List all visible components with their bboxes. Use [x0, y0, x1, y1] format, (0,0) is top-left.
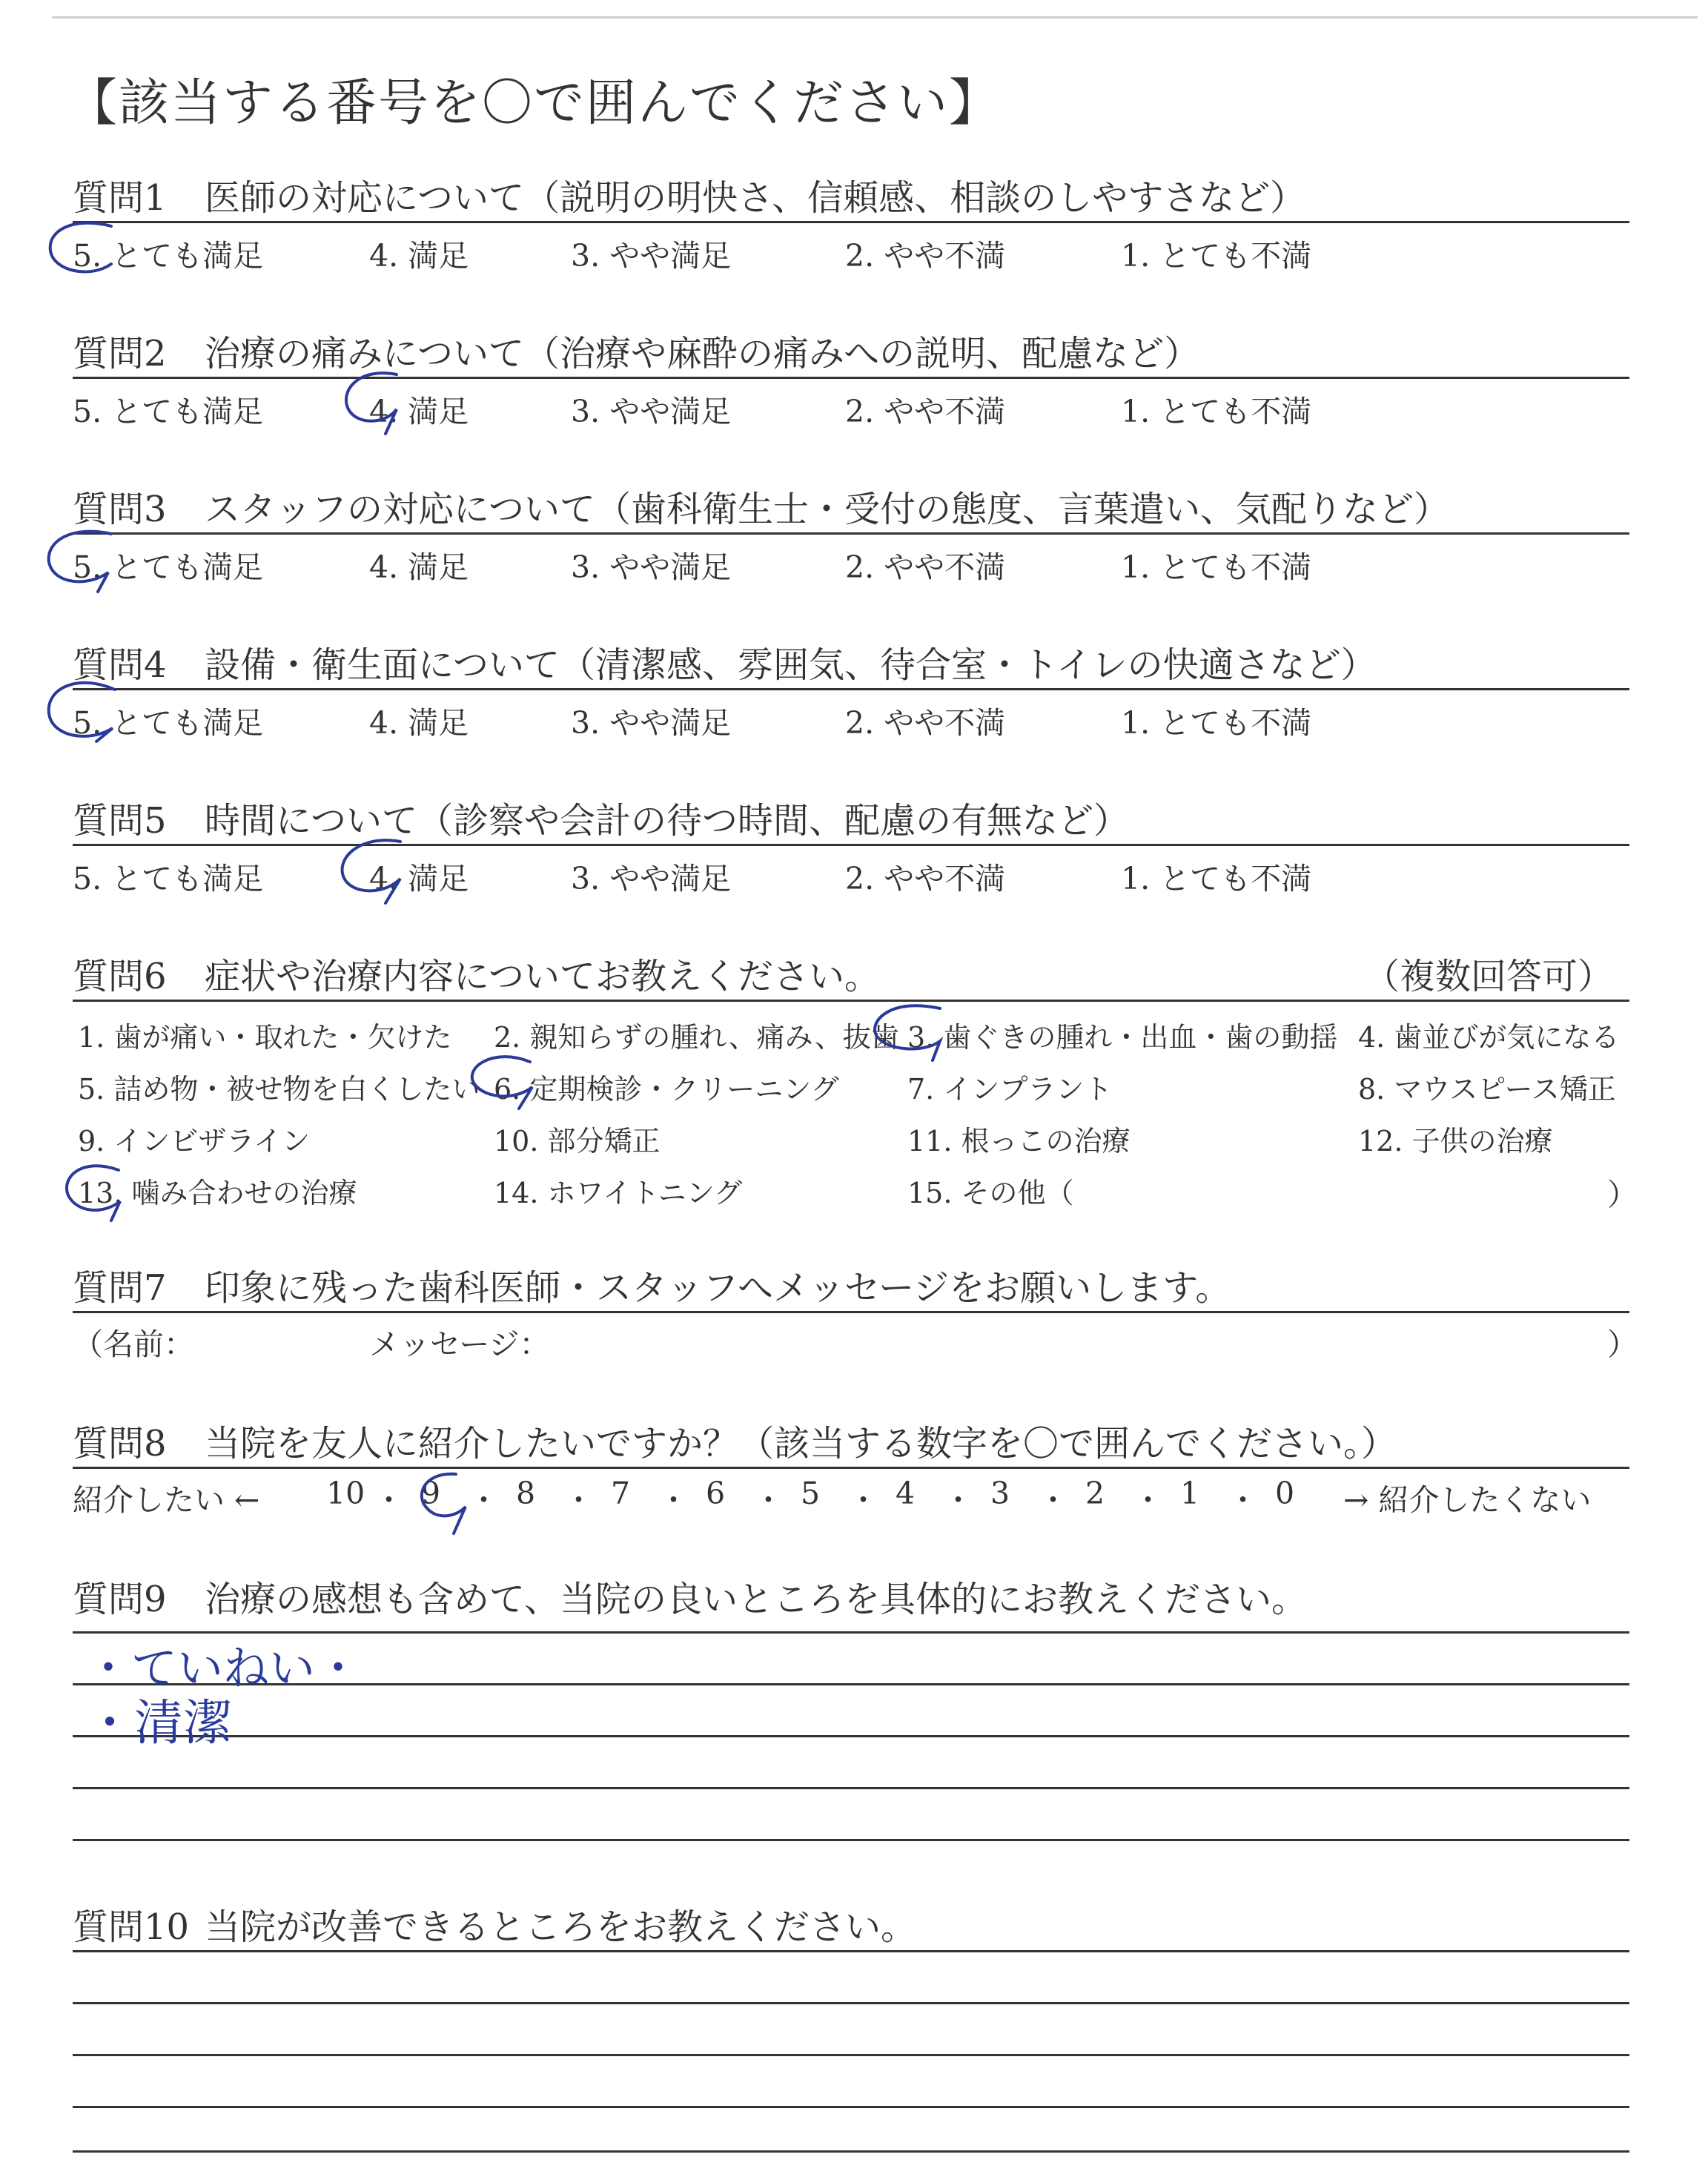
q5-option-5[interactable]: 5. とても満足	[73, 861, 264, 896]
question-6-rule	[73, 1000, 1629, 1002]
question-5	[73, 792, 1129, 843]
question-number: 質問3	[73, 489, 167, 530]
question-number: 質問1	[73, 177, 167, 219]
question-number: 質問8	[73, 1423, 167, 1464]
q6-option-10[interactable]: 10. 部分矯正	[494, 1125, 661, 1157]
q1-option-2[interactable]: 2. やや不満	[845, 238, 1006, 274]
q6-option-12[interactable]: 12. 子供の治療	[1358, 1125, 1553, 1157]
scale-left-label: 紹介したい ←	[73, 1482, 260, 1518]
question-5-rule	[73, 844, 1629, 846]
q4-option-1[interactable]: 1. とても不満	[1121, 705, 1312, 741]
q5-option-3[interactable]: 3. やや満足	[571, 861, 732, 896]
question-number: 質問9	[73, 1579, 167, 1620]
q6-option-5[interactable]: 5. 詰め物・被せ物を白くしたい	[78, 1073, 480, 1106]
question-10	[73, 1898, 916, 1949]
q4-option-5[interactable]: 5. とても満足	[73, 705, 264, 741]
question-text: 当院を友人に紹介したいですか？（該当する数字を〇で囲んでください。）	[205, 1423, 1397, 1464]
q1-option-5[interactable]: 5. とても満足	[73, 238, 264, 274]
question-9	[73, 1571, 1307, 1622]
question-text: 治療の感想も含めて、当院の良いところを具体的にお教えください。	[205, 1579, 1308, 1620]
question-text: スタッフの対応について（歯科衛生士・受付の態度、言葉遣い、気配りなど）	[205, 489, 1450, 530]
q6-option-11[interactable]: 11. 根っこの治療	[907, 1125, 1131, 1157]
q2-option-1[interactable]: 1. とても不満	[1121, 394, 1312, 429]
q9-answer-line[interactable]	[73, 1839, 1629, 1841]
q1-option-3[interactable]: 3. やや満足	[571, 238, 732, 274]
scale-separator: ・	[658, 1482, 689, 1518]
multiple-answers-note: （複数回答可）	[1364, 956, 1614, 997]
question-text: 当院が改善できるところをお教えください。	[205, 1906, 917, 1948]
q3-option-4[interactable]: 4. 満足	[369, 549, 469, 585]
question-number: 質問7	[73, 1267, 167, 1309]
q6-option-3[interactable]: 3. 歯ぐきの腫れ・出血・歯の動揺	[907, 1021, 1338, 1054]
question-text: 設備・衛生面について（清潔感、雰囲気、待合室・トイレの快適さなど）	[205, 644, 1377, 686]
q6-option-7[interactable]: 7. インプラント	[907, 1073, 1113, 1106]
scale-value-3[interactable]: 3	[990, 1476, 1010, 1511]
question-number: 質問6	[73, 956, 167, 997]
question-2-rule	[73, 377, 1629, 379]
scale-separator: ・	[1228, 1482, 1258, 1518]
q3-option-3[interactable]: 3. やや満足	[571, 549, 732, 585]
q1-option-1[interactable]: 1. とても不満	[1121, 238, 1312, 274]
q9-handwritten-answer-2: ・清潔	[85, 1694, 232, 1751]
question-8	[73, 1415, 1397, 1466]
q2-option-4[interactable]: 4. 満足	[369, 394, 469, 429]
scale-separator: ・	[943, 1482, 973, 1518]
q6-other-close-paren: ）	[1607, 1177, 1638, 1212]
scan-top-edge	[52, 16, 1698, 19]
q10-answer-line[interactable]	[73, 2150, 1629, 2153]
q5-option-1[interactable]: 1. とても不満	[1121, 861, 1312, 896]
question-number: 質問2	[73, 333, 167, 374]
scale-separator: ・	[1038, 1482, 1068, 1518]
question-7	[73, 1259, 1231, 1310]
scale-value-6[interactable]: 6	[706, 1476, 726, 1511]
q10-answer-line[interactable]	[73, 2106, 1629, 2108]
question-3	[73, 480, 1449, 532]
q2-option-2[interactable]: 2. やや不満	[845, 394, 1006, 429]
scale-value-4[interactable]: 4	[896, 1476, 916, 1511]
q4-option-4[interactable]: 4. 満足	[369, 705, 469, 741]
q6-option-9[interactable]: 9. インビザライン	[78, 1125, 311, 1157]
q1-option-4[interactable]: 4. 満足	[369, 238, 469, 274]
q2-option-5[interactable]: 5. とても満足	[73, 394, 264, 429]
q6-option-6[interactable]: 6. 定期検診・クリーニング	[494, 1073, 839, 1106]
q9-answer-line[interactable]	[73, 1735, 1629, 1737]
q6-option-14[interactable]: 14. ホワイトニング	[494, 1177, 743, 1209]
q10-answer-line[interactable]	[73, 2054, 1629, 2056]
question-4-rule	[73, 688, 1629, 690]
scale-value-5[interactable]: 5	[801, 1476, 821, 1511]
q7-close-paren: ）	[1607, 1327, 1638, 1362]
question-4	[73, 636, 1377, 687]
q6-option-1[interactable]: 1. 歯が痛い・取れた・欠けた	[78, 1021, 452, 1054]
q5-option-4[interactable]: 4. 満足	[369, 861, 469, 896]
q6-option-15[interactable]: 15. その他（	[907, 1177, 1074, 1209]
q7-message-field[interactable]	[549, 1320, 1586, 1358]
question-3-rule	[73, 532, 1629, 535]
q10-answer-line[interactable]	[73, 1950, 1629, 1952]
question-text: 印象に残った歯科医師・スタッフへメッセージをお願いします。	[205, 1267, 1231, 1309]
q3-option-1[interactable]: 1. とても不満	[1121, 549, 1312, 585]
question-text: 症状や治療内容についてお教えください。	[205, 956, 881, 997]
q9-handwritten-answer-1: ・ていねい・	[85, 1641, 362, 1695]
question-text: 時間について（診察や会計の待つ時間、配慮の有無など）	[205, 800, 1130, 842]
q2-option-3[interactable]: 3. やや満足	[571, 394, 732, 429]
scale-separator: ・	[563, 1482, 594, 1518]
scale-value-9[interactable]: 9	[421, 1476, 441, 1511]
scale-separator: ・	[848, 1482, 878, 1518]
q4-option-2[interactable]: 2. やや不満	[845, 705, 1006, 741]
q7-name-label: （名前：	[73, 1327, 194, 1362]
page-title: 【該当する番号を〇で囲んでください】	[67, 74, 1002, 133]
scale-value-1[interactable]: 1	[1180, 1476, 1200, 1511]
question-1-rule	[73, 221, 1629, 223]
scale-separator: ・	[374, 1482, 404, 1518]
question-6	[73, 948, 880, 999]
question-text: 医師の対応について（説明の明快さ、信頼感、相談のしやすさなど）	[205, 177, 1306, 219]
scale-value-2[interactable]: 2	[1085, 1476, 1105, 1511]
question-number: 質問10	[73, 1906, 190, 1948]
q10-answer-line[interactable]	[73, 2002, 1629, 2004]
q5-option-2[interactable]: 2. やや不満	[845, 861, 1006, 896]
scale-value-10[interactable]: 10	[326, 1476, 365, 1511]
q7-name-field[interactable]	[178, 1320, 356, 1358]
question-2	[73, 325, 1199, 376]
q3-option-2[interactable]: 2. やや不満	[845, 549, 1006, 585]
scale-value-0[interactable]: 0	[1275, 1476, 1295, 1511]
q6-option-2[interactable]: 2. 親知らずの腫れ、痛み、抜歯	[494, 1021, 899, 1054]
q7-message-label: メッセージ：	[369, 1327, 550, 1362]
q4-option-3[interactable]: 3. やや満足	[571, 705, 732, 741]
question-number: 質問4	[73, 644, 167, 686]
scale-separator: ・	[753, 1482, 784, 1518]
scale-separator: ・	[1133, 1482, 1163, 1518]
question-7-rule	[73, 1311, 1629, 1313]
q6-option-4[interactable]: 4. 歯並びが気になる	[1358, 1021, 1620, 1054]
scale-value-8[interactable]: 8	[516, 1476, 536, 1511]
scale-right-label: → 紹介したくない	[1343, 1482, 1592, 1518]
scale-value-7[interactable]: 7	[611, 1476, 631, 1511]
question-1	[73, 169, 1305, 220]
question-text: 治療の痛みについて（治療や麻酔の痛みへの説明、配慮など）	[205, 333, 1200, 374]
q3-option-5[interactable]: 5. とても満足	[73, 549, 264, 585]
question-8-rule	[73, 1467, 1629, 1469]
scale-separator: ・	[469, 1482, 499, 1518]
q6-option-8[interactable]: 8. マウスピース矯正	[1358, 1073, 1616, 1106]
q9-answer-line[interactable]	[73, 1787, 1629, 1789]
question-number: 質問5	[73, 800, 167, 842]
q6-option-13[interactable]: 13. 噛み合わせの治療	[78, 1177, 357, 1209]
